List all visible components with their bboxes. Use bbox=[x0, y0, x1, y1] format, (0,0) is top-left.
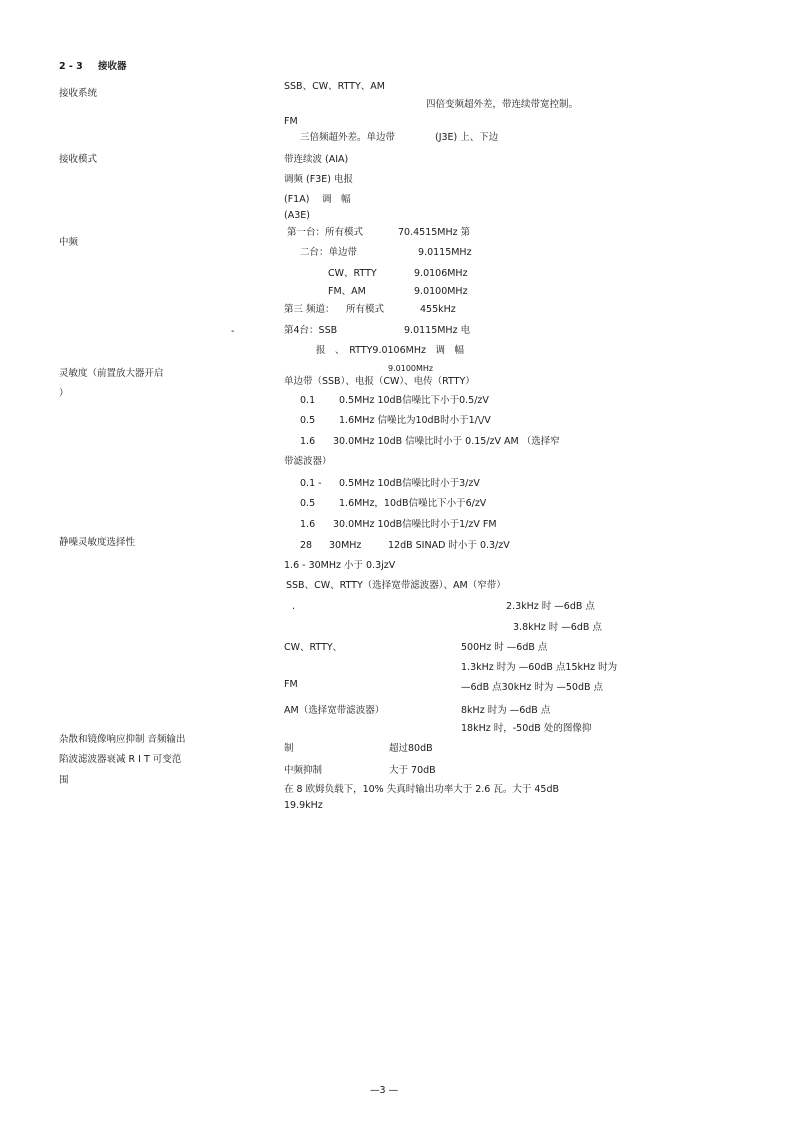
sens-row-3-value: 30.0MHz 10dB 信噪比时小于 0.15/zV AM （选择窄 bbox=[333, 436, 560, 447]
section-number: 2 - 3 bbox=[59, 61, 83, 72]
rx-system-fm: FM bbox=[284, 116, 298, 127]
sens-row-4-value: 0.5MHz 10dB信噪比时小于3/zV bbox=[339, 478, 480, 489]
selectivity-cw-2: 1.3kHz 时为 —60dB 点15kHz 时为 bbox=[461, 662, 618, 673]
selectivity-cw-1: 500Hz 时 —6dB 点 bbox=[461, 642, 548, 653]
audio-output: 在 8 欧姆负载下，10% 失真时输出功率大于 2.6 瓦。大于 45dB bbox=[284, 784, 560, 795]
label-rx-mode: 接收模式 bbox=[59, 154, 98, 165]
if-third-mode: 所有模式 bbox=[346, 304, 385, 315]
selectivity-fm-label: FM bbox=[284, 679, 298, 690]
if-fm-label: FM、AM bbox=[328, 286, 366, 297]
if-rejection-label: 中频抑制 bbox=[284, 765, 323, 776]
rx-mode-fm: 调频 (F3E) 电报 bbox=[284, 174, 353, 185]
label-dash: - bbox=[231, 326, 235, 337]
selectivity-wide-1: 2.3kHz 时 —6dB 点 bbox=[506, 601, 595, 612]
sens-row-4-range: 0.1 - bbox=[300, 478, 322, 489]
sens-row-6-value: 30.0MHz 10dB信噪比时小于1/zV FM bbox=[333, 519, 497, 530]
rit-range: 19.9kHz bbox=[284, 800, 323, 811]
selectivity-am-label: AM（选择宽带滤波器） bbox=[284, 705, 385, 716]
sensitivity-header: 单边带（SSB）、电报（CW）、电传（RTTY） bbox=[284, 376, 475, 387]
selectivity-header: SSB、CW、RTTY（选择宽带滤波器）、AM（窄带） bbox=[286, 580, 506, 591]
sens-row-3-range: 1.6 bbox=[300, 436, 316, 447]
sens-row-5-value: 1.6MHz，10dB信噪比下小于6/zV bbox=[339, 498, 487, 509]
rx-system-quad-conversion: 四倍变频超外差，带连续带宽控制。 bbox=[426, 99, 579, 110]
if-cw-value: 9.0106MHz bbox=[414, 268, 468, 279]
if-fourth-rtty: 报 、 RTTY9.0106MHz 调 幅 bbox=[316, 345, 464, 356]
label-if: 中频 bbox=[59, 237, 79, 248]
selectivity-am-1: 8kHz 时为 —6dB 点 bbox=[461, 705, 551, 716]
label-sensitivity-close: ） bbox=[59, 388, 69, 399]
label-squelch-selectivity: 静噪灵敏度选择性 bbox=[59, 537, 136, 548]
sens-row-2-range: 0.5 bbox=[300, 415, 316, 426]
selectivity-dot: . bbox=[292, 601, 296, 612]
sens-row-5-range: 0.5 bbox=[300, 498, 316, 509]
if-third-value: 455kHz bbox=[420, 304, 456, 315]
selectivity-fm-1: —6dB 点30kHz 时为 —50dB 点 bbox=[461, 682, 604, 693]
label-sensitivity: 灵敏度（前置放大器开启 bbox=[59, 368, 164, 379]
rx-mode-j3e: (J3E) 上、下边 bbox=[435, 132, 499, 143]
rx-system-modes: SSB、CW、RTTY、AM bbox=[284, 81, 385, 92]
sens-row-1-value: 0.5MHz 10dB信噪比下小于0.5/zV bbox=[339, 395, 489, 406]
image-rejection-value: 超过80dB bbox=[389, 743, 433, 754]
if-fm-value: 9.0100MHz bbox=[414, 286, 468, 297]
label-rx-system: 接收系统 bbox=[59, 88, 98, 99]
if-first-value: 70.4515MHz 第 bbox=[398, 227, 471, 238]
page-number: —3 — bbox=[370, 1085, 399, 1096]
label-spurious-audio: 杂散和镜像响应抑制 音频输出 bbox=[59, 734, 186, 745]
sens-row-7-from: 28 bbox=[300, 540, 313, 551]
selectivity-wide-2: 3.8kHz 时 —6dB 点 bbox=[513, 622, 602, 633]
sens-row-3-cont: 带滤波器） bbox=[284, 456, 332, 467]
sens-row-1-range: 0.1 bbox=[300, 395, 316, 406]
section-title: 接收器 bbox=[98, 61, 127, 72]
sens-row-7-value: 12dB SINAD 时小于 0.3/zV bbox=[388, 540, 510, 551]
if-fourth-label: 第4台：SSB bbox=[284, 325, 338, 336]
rx-mode-a3e: (A3E) bbox=[284, 210, 310, 221]
if-fourth-value: 9.0115MHz 电 bbox=[404, 325, 471, 336]
sens-row-7-to: 30MHz bbox=[329, 540, 362, 551]
image-rejection-label: 制 bbox=[284, 743, 294, 754]
if-rejection-value: 大于 70dB bbox=[389, 765, 436, 776]
if-second-label: 二台：单边带 bbox=[300, 247, 358, 258]
selectivity-image-1: 18kHz 时，-50dB 处的图像抑 bbox=[461, 723, 592, 734]
sens-row-6-range: 1.6 bbox=[300, 519, 316, 530]
if-fourth-am: 9.0100MHz bbox=[388, 364, 434, 373]
squelch-sensitivity: 1.6 - 30MHz 小于 0.3jzV bbox=[284, 560, 396, 571]
label-range: 围 bbox=[59, 775, 69, 786]
if-third-label: 第三 频道： bbox=[284, 304, 335, 315]
label-notch-rit: 陷波滤波器衰减 R I T 可变范 bbox=[59, 754, 182, 765]
if-first-label: 第一台：所有模式 bbox=[287, 227, 364, 238]
rx-system-triple-conversion: 三倍频超外差。单边带 bbox=[300, 132, 396, 143]
if-cw-label: CW、RTTY bbox=[328, 268, 377, 279]
sens-row-2-value: 1.6MHz 信噪比为10dB时小于1/\/V bbox=[339, 415, 491, 426]
rx-mode-cw: 带连续波 (AIA) bbox=[284, 154, 349, 165]
if-second-value: 9.0115MHz bbox=[418, 247, 472, 258]
selectivity-cw-label: CW、RTTY、 bbox=[284, 642, 343, 653]
rx-mode-f1a: (F1A) 调 幅 bbox=[284, 194, 351, 205]
